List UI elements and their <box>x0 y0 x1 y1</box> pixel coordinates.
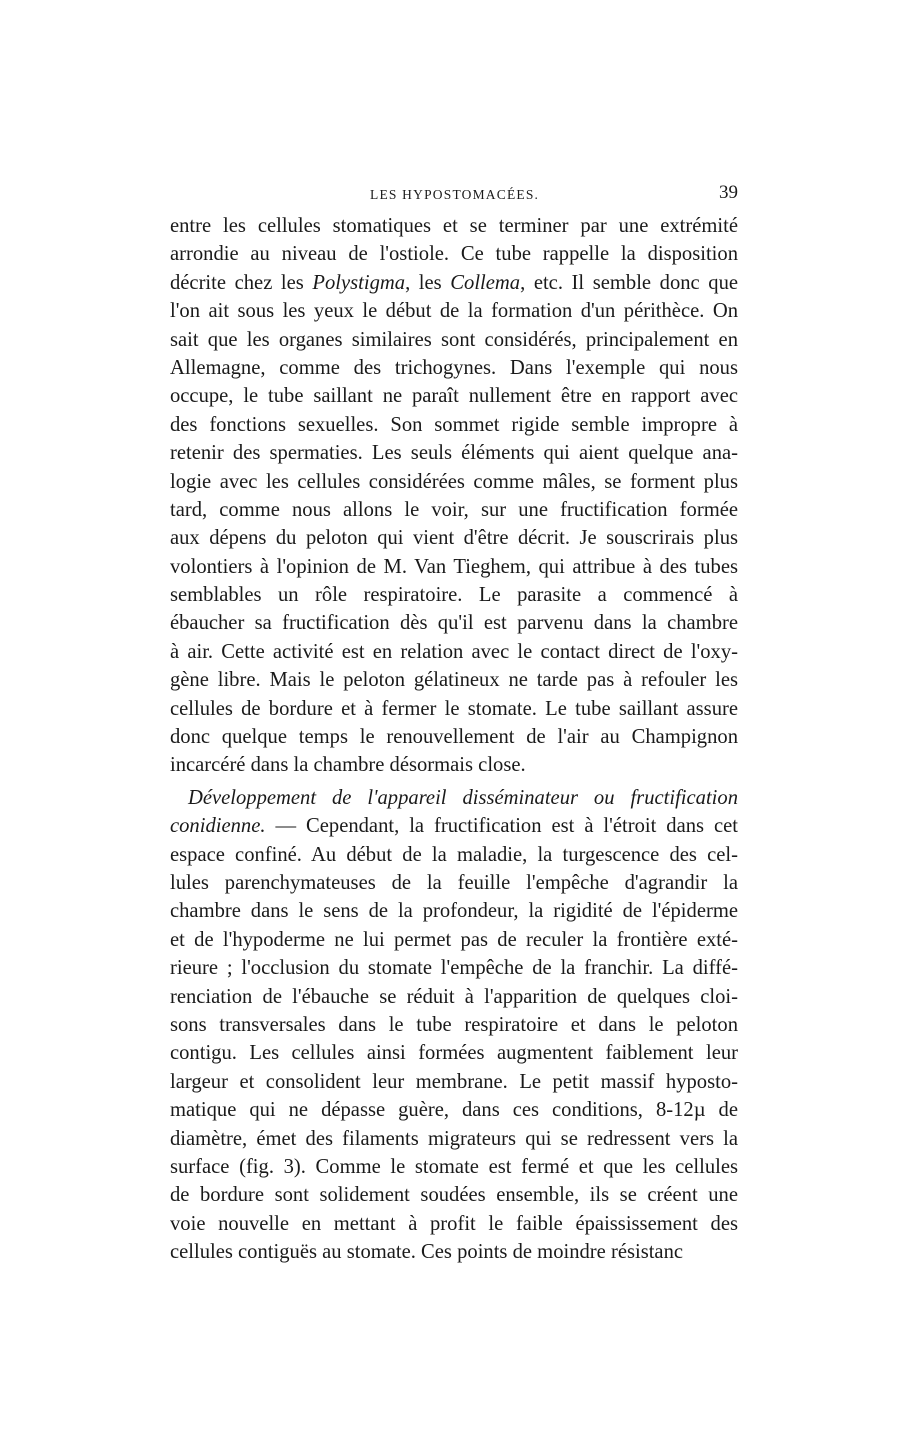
body-text <box>170 212 738 1266</box>
text-line: logie avec les cellules considérées comme mâles, se forment plus <box>170 470 738 493</box>
section-heading-end: conidienne. <box>170 815 266 838</box>
paragraph-1 <box>170 212 738 780</box>
text-line: sons transversales dans le tube respiratoire et dans le peloton <box>170 1013 738 1036</box>
text-line: l'on ait sous les yeux le début de la formation d'un périthèce. On <box>170 300 738 323</box>
page-number: 39 <box>719 182 738 203</box>
text-line: cellules de bordure et à fermer le stomate. Le tube saillant assure <box>170 697 738 720</box>
text-line: largeur et consolident leur membrane. Le petit massif hyposto- <box>170 1070 738 1093</box>
section-heading: Développement de l'appareil disséminateur ou fructification <box>188 786 738 809</box>
text-line: de bordure sont solidement soudées ensemble, ils se créent une <box>170 1184 738 1207</box>
text-line: aux dépens du peloton qui vient d'être décrit. Je souscrirais plus <box>170 527 738 550</box>
book-page <box>170 0 738 1446</box>
text-line: lules parenchymateuses de la feuille l'empêche d'agrandir la <box>170 871 738 894</box>
taxon-name: Collema <box>450 271 521 294</box>
text-line: semblables un rôle respiratoire. Le parasite a commencé à <box>170 584 738 607</box>
paragraph-2 <box>170 784 738 1267</box>
text-line: renciation de l'ébauche se réduit à l'apparition de quelques cloi- <box>170 985 738 1008</box>
text-line: gène libre. Mais le peloton gélatineux ne tarde pas à refouler les <box>170 669 738 692</box>
text-line: tard, comme nous allons le voir, sur une fructification formée <box>170 498 738 521</box>
text-line: voie nouvelle en mettant à profit le faible épaississement des <box>170 1212 738 1235</box>
text-line: occupe, le tube saillant ne paraît nullement être en rapport avec <box>170 385 738 408</box>
text-line: contigu. Les cellules ainsi formées augmentent faiblement leur <box>170 1042 738 1065</box>
text-line: sait que les organes similaires sont considérés, principalement en <box>170 328 738 351</box>
text-line: et de l'hypoderme ne lui permet pas de reculer la frontière exté- <box>170 928 738 951</box>
text-line: arrondie au niveau de l'ostiole. Ce tube rappelle la disposition <box>170 243 738 266</box>
text-line: matique qui ne dépasse guère, dans ces conditions, 8-12µ de <box>170 1099 738 1122</box>
text-line: à air. Cette activité est en relation avec le contact direct de l'oxy- <box>170 640 738 663</box>
text-line: des fonctions sexuelles. Son sommet rigide semble impropre à <box>170 413 738 436</box>
text-line: espace confiné. Au début de la maladie, la turgescence des cel- <box>170 843 738 866</box>
text-line: entre les cellules stomatiques et se terminer par une extrémité <box>170 215 738 237</box>
page-header <box>170 180 738 210</box>
text-line: ébaucher sa fructification dès qu'il est parvenu dans la chambre <box>170 612 738 635</box>
text-line: rieure ; l'occlusion du stomate l'empêche de la franchir. La diffé- <box>170 957 738 980</box>
text-line: chambre dans le sens de la profondeur, la rigidité de l'épiderme <box>170 900 738 923</box>
text-line: cellules contiguës au stomate. Ces points de moindre résistanc <box>170 1241 684 1264</box>
text-line: Allemagne, comme des trichogynes. Dans l'exemple qui nous <box>170 356 738 379</box>
text-line: diamètre, émet des filaments migrateurs qui se redressent vers la <box>170 1127 738 1150</box>
text-line: volontiers à l'opinion de M. Van Tieghem, qui attribue à des tubes <box>170 555 738 578</box>
text-line: donc quelque temps le renouvellement de l'air au Champignon <box>170 726 738 749</box>
text-line: surface (fig. 3). Comme le stomate est fermé et que les cellules <box>170 1155 738 1178</box>
running-head: LES HYPOSTOMACÉES. <box>370 187 540 202</box>
text-line: conidienne. — Cependant, la fructification est à l'étroit dans cet <box>170 815 738 838</box>
text-line: incarcéré dans la chambre désormais close. <box>170 754 526 777</box>
text-line: retenir des spermaties. Les seuls éléments qui aient quelque ana- <box>170 442 738 465</box>
taxon-name: Polystigma <box>312 271 406 294</box>
text-line: décrite chez les Polystigma, les Collema, etc. Il semble donc que <box>170 271 739 294</box>
